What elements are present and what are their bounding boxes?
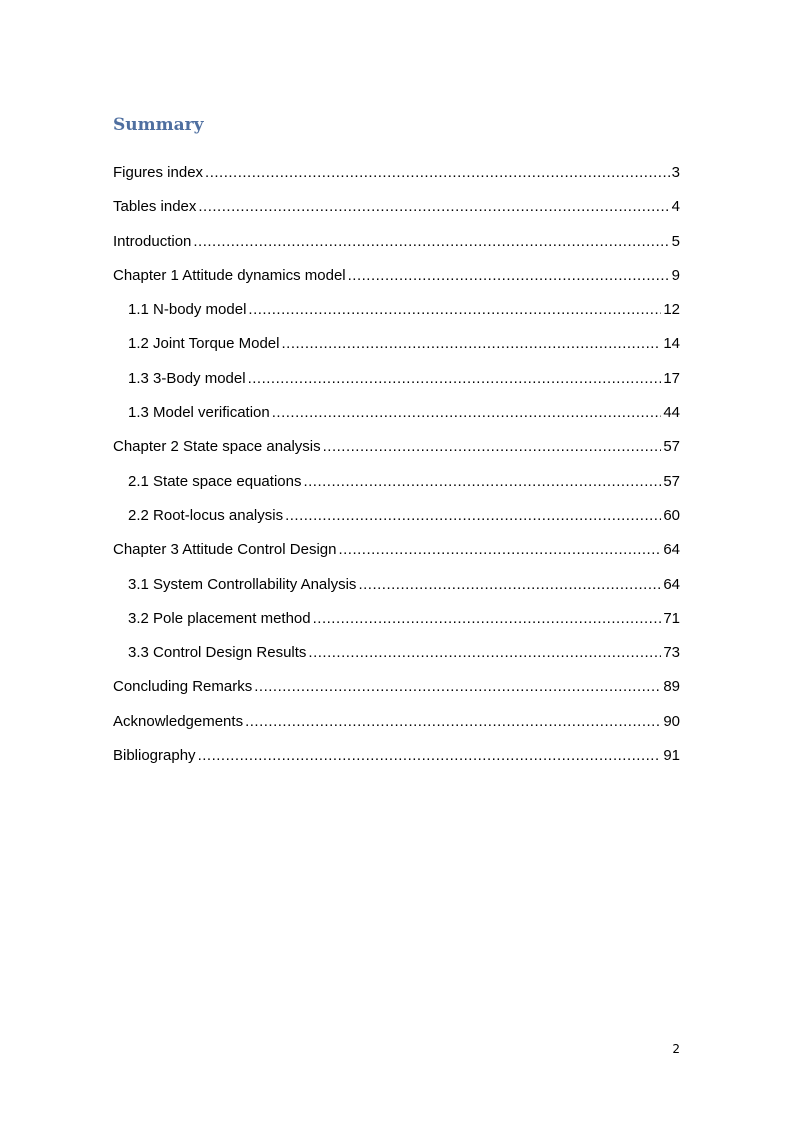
toc-entry-chapter-3[interactable] [113,537,680,571]
toc-entry-page: 12 [663,301,680,319]
toc-dot-leader [245,709,661,735]
toc-dot-leader [198,194,669,220]
toc-entry-page: 71 [663,609,680,627]
toc-entry-chapter-2[interactable] [113,434,680,468]
toc-dot-leader [323,434,662,460]
toc-entry-tables-index[interactable] [113,194,680,228]
toc-entry-page: 57 [663,438,680,456]
toc-dot-leader [198,743,662,769]
toc-entry-page: 60 [663,506,680,524]
toc-entry-label: 3.1 System Controllability Analysis [128,575,357,593]
toc-dot-leader [348,263,670,289]
toc-entry-section-1-2[interactable] [113,331,680,365]
toc-entry-page: 91 [663,747,680,765]
page-number: 2 [672,1042,680,1056]
toc-entry-page: 44 [663,404,680,422]
toc-entry-label: Chapter 3 Attitude Control Design [113,541,337,559]
table-of-contents [113,160,680,777]
toc-dot-leader [338,537,661,563]
toc-entry-section-1-3-body[interactable] [113,366,680,400]
toc-entry-section-2-2[interactable] [113,503,680,537]
toc-dot-leader [285,503,661,529]
toc-entry-label: 2.2 Root-locus analysis [128,506,284,524]
toc-entry-figures-index[interactable] [113,160,680,194]
toc-entry-bibliography[interactable] [113,743,680,777]
toc-entry-label: Tables index [113,198,197,216]
toc-entry-section-3-2[interactable] [113,606,680,640]
toc-entry-label: 1.3 Model verification [128,404,270,422]
toc-entry-section-3-1[interactable] [113,572,680,606]
toc-dot-leader [205,160,670,186]
toc-entry-page: 3 [671,164,680,181]
toc-entry-page: 64 [663,541,680,559]
page-title: Summary [113,115,204,135]
toc-entry-concluding-remarks[interactable] [113,674,680,708]
toc-entry-label: Introduction [113,232,192,250]
toc-entry-label: 3.2 Pole placement method [128,609,311,627]
toc-dot-leader [282,331,662,357]
toc-entry-label: 2.1 State space equations [128,472,302,490]
toc-entry-section-1-1[interactable] [113,297,680,331]
toc-dot-leader [308,640,661,666]
toc-entry-page: 9 [671,266,680,284]
toc-entry-label: Chapter 1 Attitude dynamics model [113,266,346,284]
toc-dot-leader [248,366,662,392]
toc-entry-label: Acknowledgements [113,712,244,730]
toc-entry-section-2-1[interactable] [113,469,680,503]
toc-entry-introduction[interactable] [113,229,680,263]
toc-dot-leader [254,674,661,700]
toc-entry-page: 64 [663,575,680,593]
toc-dot-leader [193,229,669,255]
toc-dot-leader [248,297,661,323]
toc-entry-page: 14 [663,335,680,353]
toc-entry-page: 89 [663,678,680,696]
toc-entry-label: Bibliography [113,747,196,765]
toc-dot-leader [272,400,662,426]
toc-entry-label: Figures index [113,164,204,181]
toc-entry-label: 1.2 Joint Torque Model [128,335,280,353]
toc-entry-page: 17 [663,369,680,387]
toc-entry-page: 90 [663,712,680,730]
toc-entry-page: 57 [663,472,680,490]
toc-entry-label: 1.3 3-Body model [128,369,246,387]
toc-entry-label: 3.3 Control Design Results [128,644,307,662]
toc-entry-label: Chapter 2 State space analysis [113,438,321,456]
toc-entry-section-1-3-verification[interactable] [113,400,680,434]
toc-dot-leader [303,469,661,495]
toc-entry-chapter-1[interactable] [113,263,680,297]
toc-dot-leader [358,572,661,598]
toc-entry-section-3-3[interactable] [113,640,680,674]
toc-entry-page: 4 [671,198,680,216]
toc-entry-label: Concluding Remarks [113,678,253,696]
toc-entry-acknowledgements[interactable] [113,709,680,743]
toc-entry-page: 5 [671,232,680,250]
toc-dot-leader [313,606,662,632]
toc-entry-label: 1.1 N-body model [128,301,247,319]
toc-entry-page: 73 [663,644,680,662]
